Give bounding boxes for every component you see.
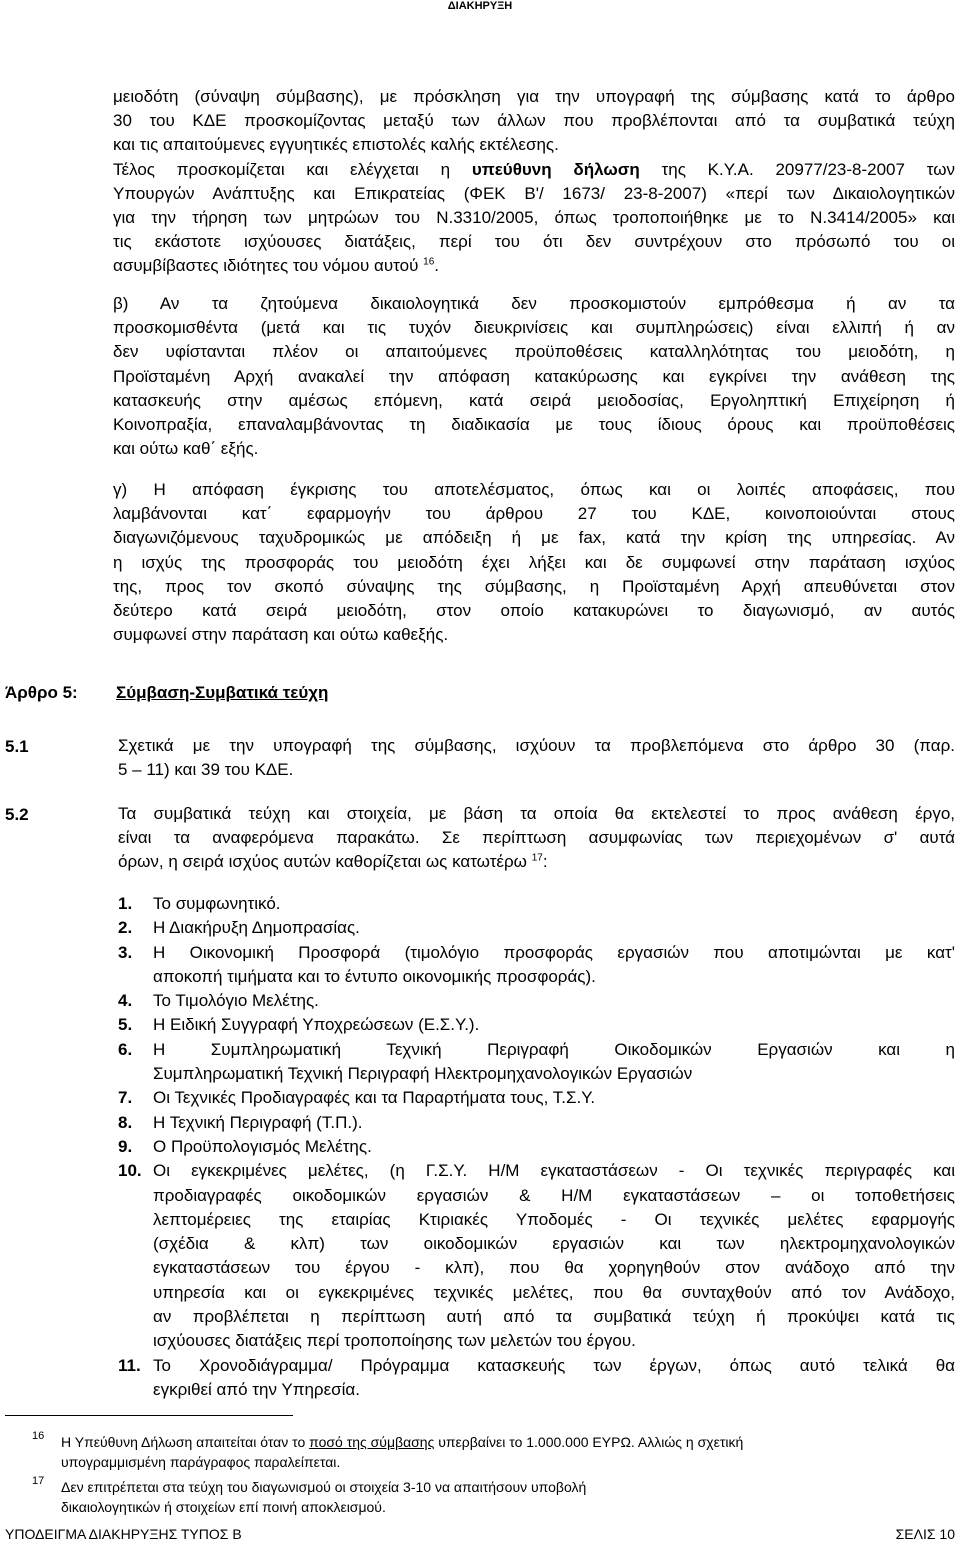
list-item [118, 916, 955, 940]
text-line: Η Ειδική Συγγραφή Υποχρεώσεων (Ε.Σ.Υ.). [153, 1015, 480, 1035]
text-line: για την τήρηση των μητρώων του Ν.3310/2005, όπως τροποποιήθηκε με το Ν.3414/2005» και [113, 208, 955, 228]
list-number: 3. [118, 942, 133, 962]
text-span: Η Υπεύθυνη Δήλωση απαιτείται όταν το [61, 1434, 310, 1450]
text-line: δικαιολογητικών ή στοιχείων επί ποινή αποκλεισμού. [61, 1499, 386, 1515]
page-number: ΣΕΛΙΣ 10 [895, 1526, 955, 1542]
list-number: 7. [118, 1088, 133, 1108]
section-number: 5.2 [5, 805, 29, 824]
text-line: Το Χρονοδιάγραμμα/ Πρόγραμμα κατασκευής των έργων, όπως αυτό τελικά θα [153, 1355, 955, 1375]
footnote-ref: 16 [423, 256, 435, 268]
list-number: 10. [118, 1161, 142, 1181]
text-line: Δεν επιτρέπεται στα τεύχη του διαγωνισμού οι στοιχεία 3-10 να απαιτήσουν υποβολή [61, 1479, 587, 1495]
text-line: Το συμφωνητικό. [153, 894, 281, 913]
footnote-divider [5, 1415, 293, 1416]
list-item [118, 1135, 955, 1159]
list-item [118, 941, 955, 990]
text-line: Η Συμπληρωματική Τεχνική Περιγραφή Οικοδομικών Εργασιών και η [153, 1039, 955, 1059]
text-line: αποκοπή τιμήματα και το έντυπο οικονομικής προσφοράς). [153, 966, 596, 986]
text-line: 30 του ΚΔΕ προσκομίζοντας μεταξύ των άλλων που προβλέπονται από τα συμβατικά τεύχη [113, 111, 955, 131]
text-line: (σχέδια & κλπ) των οικοδομικών εργασιών και των ηλεκτρομηχανολογικών [153, 1234, 955, 1254]
footnote-text [61, 1477, 955, 1517]
list-item [118, 892, 955, 916]
text-line: δεύτερο κατά σειρά μειοδότη, στον οποίο κατακυρώνει το διαγωνισμό, αν αυτός [113, 601, 955, 621]
text-line: προσκομισθέντα (μετά και τις τυχόν διευκρινίσεις και συμπληρώσεις) είναι ελλιπή ή αν [113, 318, 955, 338]
text-span: ασυμβίβαστες ιδιότητες του νόμου αυτού [113, 256, 419, 276]
text-line: και τις απαιτούμενες εγγυητικές επιστολές καλής εκτέλεσης. [113, 135, 559, 155]
text-line: διαγωνιζόμενους ταχυδρομικώς με απόδειξη ή με fax, κατά την κρίση της υπηρεσίας. Αν [113, 528, 955, 548]
text-line: προδιαγραφές οικοδομικών εργασιών & Η/Μ εγκαταστάσεων – οι τοποθετήσεις [153, 1185, 955, 1205]
text-line [118, 850, 955, 874]
text-line: η ισχύς της προσφοράς του μειοδότη έχει λήξει και δε συμφωνεί στην παράταση ισχύος [113, 552, 955, 572]
text-line: λαμβάνονται κατ΄ εφαρμογήν του άρθρου 27 του ΚΔΕ, κοινοποιούνται στους [113, 504, 955, 524]
page-footer [5, 1526, 955, 1542]
paragraph-c [113, 478, 955, 647]
text-line: κατασκευής στην αμέσως επόμενη, κατά σειρά μειοδοσίας, Εργοληπτική Επιχείρηση ή [113, 390, 955, 410]
text-line: μειοδότη (σύναψη σύμβασης), με πρόσκληση για την υπογραφή της σύμβασης κατά το άρθρο [113, 87, 955, 106]
text-line: 5 – 11) και 39 του ΚΔΕ. [118, 760, 294, 779]
text-line: Ο Προϋπολογισμός Μελέτης. [153, 1136, 372, 1156]
list-number: 2. [118, 918, 133, 938]
text-line: Οι εγκεκριμένες μελέτες, (η Γ.Σ.Υ. Η/Μ εγκαταστάσεων - Οι τεχνικές περιγραφές και [153, 1161, 955, 1181]
text-line: Προϊσταμένη Αρχή ανακαλεί την απόφαση κατακύρωσης και εγκρίνει την ανάθεση της [113, 366, 955, 386]
list-number: 9. [118, 1136, 133, 1156]
underlined-text: ποσό της σύμβασης [309, 1434, 435, 1450]
list-number: 11. [118, 1355, 141, 1375]
list-item [118, 989, 955, 1013]
text-line: τις εκάστοτε ισχύουσες διατάξεις, περί του ότι δεν συντρέχουν στο πρόσωπό του οι [113, 232, 955, 252]
paragraph-b [113, 292, 955, 461]
text-line: και ούτω καθ΄ εξής. [113, 439, 259, 459]
text-span: της Κ.Υ.Α. 20977/23-8-2007 των [639, 159, 955, 179]
page-header: ΔΙΑΚΗΡΥΞΗ [447, 0, 513, 12]
text-span: : [542, 852, 548, 871]
paragraph-continuation [113, 85, 955, 279]
text-line: Η Τεχνική Περιγραφή (Τ.Π.). [153, 1112, 363, 1132]
text-line: β) Αν τα ζητούμενα δικαιολογητικά δεν προσκομιστούν εμπρόθεσμα ή αν τα [113, 294, 955, 313]
text-line: Η Οικονομική Προσφορά (τιμολόγιο προσφοράς εργασιών που αποτιμώνται με κατ' [153, 942, 955, 962]
text-span: όρων, η σειρά ισχύος αυτών καθορίζεται ως κατωτέρω [118, 852, 527, 871]
list-item [118, 1159, 955, 1353]
text-line: λεπτομέρειες της εταιρίας Κτιριακές Υποδομές - Οι τεχνικές μελέτες εφαρμογής [153, 1209, 955, 1229]
section-number: 5.1 [5, 737, 29, 756]
text-line: εγκαταστάσεων του έργου - κλπ), που θα χορηγηθούν στον ανάδοχο από την [153, 1258, 955, 1278]
list-item [118, 1086, 955, 1110]
list-item [118, 1354, 955, 1403]
section-5-1 [118, 734, 955, 782]
text-span: Τέλος προσκομίζεται και ελέγχεται η [113, 159, 472, 179]
text-line [113, 254, 955, 278]
list-number: 5. [118, 1015, 133, 1035]
footer-doc-title: ΥΠΟΔΕΙΓΜΑ ΔΙΑΚΗΡΥΞΗΣ ΤΥΠΟΣ Β [5, 1526, 242, 1542]
text-line: Συμπληρωματική Τεχνική Περιγραφή Ηλεκτρομηχανολογικών Εργασιών [153, 1064, 693, 1084]
footnote-text [61, 1432, 955, 1472]
contract-documents-list [118, 892, 955, 1402]
text-line: αν προβλέπεται η περίπτωση αυτή από τα συμβατικά τεύχη ή προκύψει κατά τις [153, 1307, 955, 1327]
text-line [61, 1432, 955, 1452]
text-line: δεν υφίστανται πλέον οι απαιτούμενες προϋποθέσεις καταλληλότητας του μειοδότη, η [113, 342, 955, 362]
list-item [118, 1111, 955, 1135]
text-line: της, προς τον σκοπό σύναψης της σύμβασης, η Προϊσταμένη Αρχή απευθύνεται στον [113, 576, 955, 596]
section-5-2 [118, 802, 955, 874]
text-line: συμφωνεί στην παράταση και ούτω καθεξής. [113, 625, 449, 645]
text-line [113, 158, 955, 182]
text-line: Τα συμβατικά τεύχη και στοιχεία, με βάση τα οποία θα εκτελεστεί το προς ανάθεση έργο, [118, 804, 955, 823]
article-title: Σύμβαση-Συμβατικά τεύχη [116, 683, 329, 702]
list-number: 4. [118, 991, 133, 1011]
article-label: Άρθρο 5: [5, 683, 78, 702]
list-number: 6. [118, 1039, 133, 1059]
text-line: Οι Τεχνικές Προδιαγραφές και τα Παραρτήματα τους, Τ.Σ.Υ. [153, 1088, 596, 1108]
text-line: γ) Η απόφαση έγκρισης του αποτελέσματος, όπως και οι λοιπές αποφάσεις, που [113, 480, 955, 499]
text-line: υπηρεσία και οι εγκεκριμένες τεχνικές μελέτες, που θα συνταχθούν από τον Ανάδοχο, [153, 1282, 955, 1302]
text-line: Υπουργών Ανάπτυξης και Επικρατείας (ΦΕΚ Β'/ 1673/ 23-8-2007) «περί των Δικαιολογητικών [113, 183, 955, 203]
text-line: Το Τιμολόγιο Μελέτης. [153, 991, 319, 1011]
text-line: εγκριθεί από την Υπηρεσία. [153, 1379, 360, 1399]
list-item [118, 1013, 955, 1037]
footnote-marker: 16 [32, 1430, 45, 1442]
emphasis-text: υπεύθυνη δήλωση [471, 159, 640, 179]
text-line: Κοινοπραξία, επαναλαμβάνοντας τη διαδικασία με τους ίδιους όρους και προϋποθέσεις [113, 415, 955, 435]
text-span: . [434, 256, 440, 276]
text-span: υπερβαίνει το 1.000.000 ΕΥΡΩ. Αλλιώς η σχετική [434, 1434, 744, 1450]
text-line: ισχύουσες διατάξεις περί τροποποίησης των μελετών του έργου. [153, 1331, 636, 1351]
text-line: Σχετικά με την υπογραφή της σύμβασης, ισχύουν τα προβλεπόμενα στο άρθρο 30 (παρ. [118, 736, 955, 755]
list-number: 8. [118, 1112, 133, 1132]
text-line: υπογραμμισμένη παράγραφος παραλείπεται. [61, 1454, 341, 1470]
text-line: Η Διακήρυξη Δημοπρασίας. [153, 918, 360, 938]
footnote-ref: 17 [531, 852, 543, 864]
list-number: 1. [118, 894, 133, 913]
footnote-marker: 17 [32, 1475, 45, 1487]
list-item [118, 1038, 955, 1087]
text-line: είναι τα αναφερόμενα παρακάτω. Σε περίπτωση ασυμφωνίας των περιεχομένων σ' αυτά [118, 828, 955, 847]
